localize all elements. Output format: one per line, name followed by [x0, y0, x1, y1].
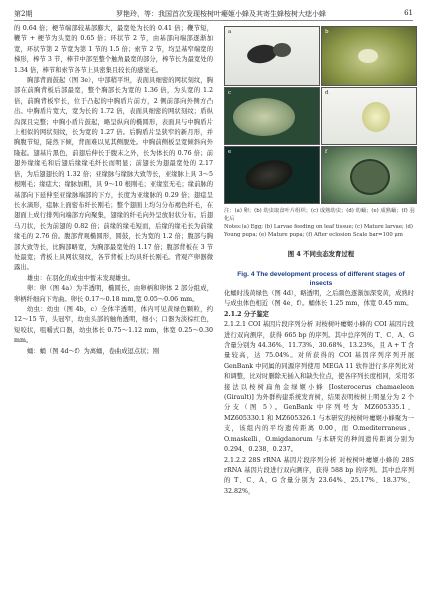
figure-notes-en: Notes:(a) Egg; (b) Larvae feeding on leaf tissue; (c) Mature larvae; (d) Young pupa; (e) Mature pupa; (f) After eclosion Scale bar=100 μm: [224, 224, 413, 238]
paragraph: 2.1.2.2 28S rRNA 基因片段序列分析 对桉树叶瘿姬小蜂的 28S rRNA 基因片段进行双向测序，获得 588 bp 的序列。其中总序列的 T、C、A、G 含量分别为 23.64%、25.17%、18.37%、32.82%，: [224, 456, 414, 495]
figure-title-en: Fig. 4 The development process of different stages of insects: [237, 271, 405, 287]
paragraph: 幼虫：幼虫（图 4b，c）全体半透明，体内可见黄绿色颗粒，约 12～15 节，头冠窄，幼虫头部的触角透明，细小；口器为淡棕红色，短咬状，咀嚼式口器，幼虫体长 0.75～1.12 mm，体宽 0.25～0.30 mm。: [14, 305, 213, 345]
panel-d-young-pupa-photo: [321, 87, 417, 145]
right-column-body: [224, 289, 414, 497]
panel-e-mature-pupa-photo: [224, 146, 320, 204]
figure-title-zh: 图 4 不同虫态发育过程: [287, 250, 355, 258]
panel-c-mature-larvae-photo: [224, 87, 320, 145]
paragraph: 雄虫：在羽化的成虫中暂未发现雄虫。: [27, 274, 135, 282]
panel-b-larvae-photo: [321, 26, 417, 86]
panel-label-f: f: [325, 149, 328, 155]
panel-label-a: a: [228, 29, 232, 35]
paragraph: 2.1.2 分子鉴定: [224, 310, 269, 318]
paragraph: 蛹：蛹（图 4d～f）为离蛹，卷曲成逗点状；刚: [27, 347, 160, 355]
paragraph: 2.1.2.1 COI 基因片段序列分析 对桉树叶瘿姬小蜂的 COI 基因片段进行双向测序，获得 665 bp 的序列。其中总序列的 T、C、A、G 含量分别为 44.36%、11.73%、30.68%、13.23%，且 A + T 含量较高，达 75.04%。对所获得的 COI 基因序列序列开展 GenBank 中同属的同源序列使用 MEGA 11 软件进行多序列比对和调整，比对时删除无插入和缺失位点，使各序列长度相同，采用邻接法以桉树扁角金绿姬小蜂 [Iosterocerus chamaeleon (Girault)] 为外群构建系统发育树，结果表明桉树上明显分为 2 个分支（图 5）。GenBank 中序列号为 MZ605335.1、MZ605330.1 和 MZ605326.1 与本研究的桉树叶瘿姬小蜂聚为一支，该组内的平均遗传距离 0.00，而 O.mediterraneus、O.maskelli、O.migdanorum 与本研究的种间遗传距离分别为 0.294、0.238、0.237。: [224, 321, 414, 454]
paragraph: 胸部背面鼓起（图 3e），中部稍平坦，表面具细密的网状刻纹，胸部在前胸背板后部最宽，整个胸部长为宽的 1.36 倍，为头宽的 1.2 倍，前胸背板窄长，位于凸起的中胸盾片前方，2 侧前部向外侧方凸出。中胸盾片宽大，宽为长的 1.72 倍，表面具细密的网状刻纹；盾纵沟深且完整；中胸小盾片鼓起，略呈纵向的椭圆形，表面具与中胸盾片上相似的网状刻纹，长为宽的 1.27 倍。后胸盾片呈狭窄的新月形，并胸腹节短，陡然下倾，背面难以见其侧脱处。中胸前侧板呈宽倾斜向外隆起。翅基片黑色，前翅后伸长于腹末之外，长为体长的 0.76 倍；前翅外缘缘毛和后翅后缘缘毛纤长而明显；前翅长为翅最宽处的 2.17 倍，为后翅翅长的 1.32 倍；亚缘脉与缘脉大致等长，亚缘脉上具 3～5 根刚毛；缘痣大；缘脉加粗，具 9～10 根刚毛；亚缘室无毛；缘前脉的基部向下延伸至亚缘脉端部的下方，长度为亚缘脉的 0.29 倍；翅痣呈长水滴形，痣脉上面密布纤长刚毛；整个翅面上均匀分布褐色纤毛，在翅面上成行排列向端部方向聚集，翅缘的纤毛向外呈放射状分布。后翅马刀状，长为前翅的 0.82 倍；前缘的缘毛短而，后缘的缘毛长为前缘缘毛的 2.76 倍。腹部背观椭圆形，圆鼓，长为宽的 1.2 倍；腹部与胸部大致等长，比胸部略宽，为胸部最宽处的 1.17 倍；腹部背板在 3 节处最宽；背板上具网状刻纹，各节背板上均具纤长刚毛。背观产卵器微露出。: [14, 77, 213, 272]
figure-notes-zh: 注：(a) 卵；(b) 幼虫取食叶片组织；(c) 成熟幼虫；(d) 幼蛹；(e) 成熟蛹；(f) 羽化后: [224, 208, 415, 222]
issue-number: 第2期: [14, 10, 33, 18]
panel-label-c: c: [228, 90, 232, 96]
panel-label-d: d: [325, 90, 329, 96]
paragraph: 化蛹时浅黄绿色（图 4d），略透明，之后颜色逐渐加深变黄，成熟时与成虫体色相近（图 4e、f）。蛹体长 1.25 mm，体宽 0.45 mm。: [224, 290, 414, 308]
panel-a-egg-photo: [224, 26, 320, 86]
left-column-body: [14, 24, 213, 357]
running-header: [14, 8, 413, 21]
panel-label-b: b: [325, 29, 329, 35]
figure-notes: [224, 207, 419, 239]
paragraph: 卵：卵（图 4a）为半透明，椭圆长，由卵柄和卵体 2 部分组成，卵柄纤细向下弯曲。卵长 0.17～0.18 mm,宽 0.05～0.06 mm。: [14, 285, 213, 303]
page-number: 61: [404, 9, 413, 17]
running-title: 罗艳玲，等：我国首次发现桉树叶瘿姬小蜂及其寄生蜂桉树大痣小蜂: [116, 10, 326, 18]
panel-f-after-eclosion-photo: [321, 146, 417, 204]
panel-label-e: e: [228, 149, 232, 155]
paragraph: 的 0.64 倍；梗节端部较基部膨大，最宽处为长的 0.41 倍；鞭节短，鞭节 + 梗节为头宽的 0.65 倍；环状节 2 节，由基部向端部逐渐加宽，环状节第 2 节宽为第 1 节的 1.5 倍；索节 2 节，均呈基窄端宽的梯形，棒节 3 节，棒节中部至整个触角最宽的部分，棒节长为最宽处的 1.34 倍，棒节和索节各节上具密集且较长的感觉毛。: [14, 25, 213, 74]
figure-4-panels: [224, 26, 415, 202]
